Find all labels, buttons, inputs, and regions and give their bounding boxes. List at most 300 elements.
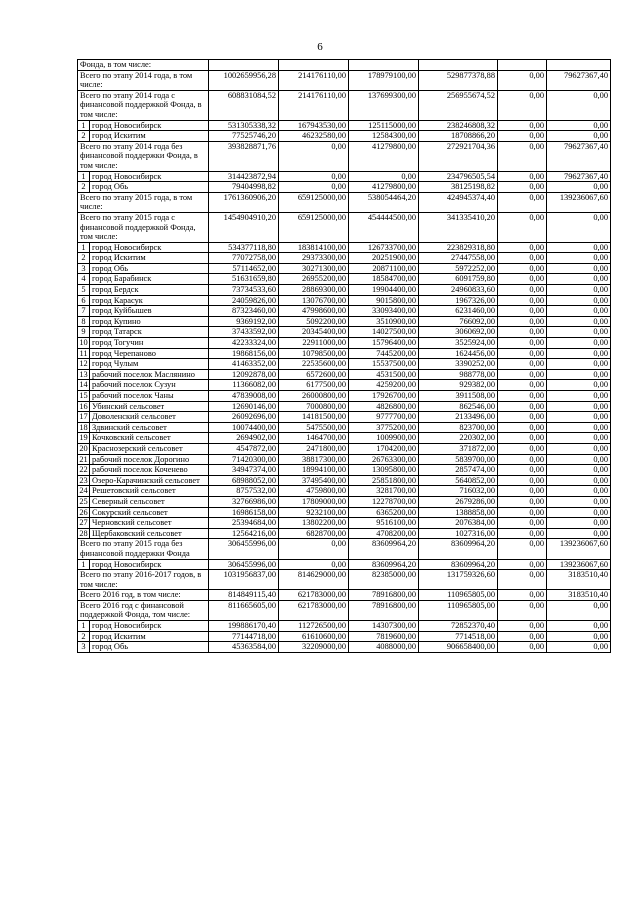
summary-row [78,70,611,90]
municipality-row [78,171,611,182]
amount-cell: 0,00 [547,401,611,412]
amount-cell: 0,00 [498,412,547,423]
amount-cell: 0,00 [498,518,547,529]
amount-cell: 0,00 [547,369,611,380]
municipality-row [78,263,611,274]
amount-cell: 0,00 [498,70,547,90]
amount-cell: 2694902,00 [209,433,279,444]
municipality-row [78,465,611,476]
amount-cell: 72852370,40 [419,621,498,632]
amount-cell: 0,00 [547,475,611,486]
row-number: 13 [79,369,88,379]
amount-cell: 12690146,00 [209,401,279,412]
amount-cell: 0,00 [547,338,611,349]
amount-cell: 12564216,00 [209,528,279,539]
amount-cell: 110965805,00 [419,600,498,620]
amount-cell: 167943530,00 [279,120,349,131]
amount-cell: 25851800,00 [349,475,419,486]
municipality-name: город Новосибирск [90,120,209,131]
row-label: Всего по этапу 2015 года без финансовой поддержки Фонда [78,539,209,559]
amount-cell: 1967326,00 [419,295,498,306]
amount-cell: 14181500,00 [279,412,349,423]
amount-cell: 3281700,00 [349,486,419,497]
amount-cell: 0,00 [547,600,611,620]
amount-cell: 0,00 [547,486,611,497]
amount-cell: 0,00 [498,443,547,454]
amount-cell: 41463352,00 [209,359,279,370]
amount-cell: 14027500,00 [349,327,419,338]
municipality-row [78,182,611,193]
amount-cell: 11366082,00 [209,380,279,391]
amount-cell: 0,00 [498,539,547,559]
amount-cell: 17926700,00 [349,391,419,402]
amount-cell: 0,00 [498,192,547,212]
amount-cell: 0,00 [547,359,611,370]
amount-cell: 137699300,00 [349,90,419,120]
amount-cell: 1464700,00 [279,433,349,444]
amount-cell: 29373300,00 [279,253,349,264]
amount-cell: 15796400,00 [349,338,419,349]
municipality-name: город Барабинск [90,274,209,285]
municipality-name: город Бердск [90,285,209,296]
municipality-row [78,631,611,642]
amount-cell: 814849115,40 [209,590,279,601]
amount-cell: 30271300,00 [279,263,349,274]
row-number: 14 [79,380,88,390]
summary-row [78,539,611,559]
amount-cell: 0,00 [547,263,611,274]
summary-row [78,60,611,71]
amount-cell: 0,00 [498,338,547,349]
amount-cell: 4708200,00 [349,528,419,539]
municipality-row [78,507,611,518]
amount-cell: 0,00 [547,306,611,317]
row-number: 24 [79,486,88,496]
amount-cell: 862546,00 [419,401,498,412]
amount-cell: 79627367,40 [547,141,611,171]
amount-cell: 37495400,00 [279,475,349,486]
amount-cell: 112726500,00 [279,621,349,632]
amount-cell: 424945374,40 [419,192,498,212]
municipality-row [78,621,611,632]
amount-cell: 0,00 [498,433,547,444]
amount-cell: 1704200,00 [349,443,419,454]
amount-cell: 0,00 [547,348,611,359]
amount-cell: 2471800,00 [279,443,349,454]
amount-cell: 5640852,00 [419,475,498,486]
amount-cell: 0,00 [547,465,611,476]
amount-cell: 5972252,00 [419,263,498,274]
row-label: Фонда, в том числе: [78,60,209,71]
municipality-name: рабочий поселок Коченево [90,465,209,476]
row-label: Всего по этапу 2014 года, в том числе: [78,70,209,90]
amount-cell: 0,00 [498,242,547,253]
municipality-row [78,433,611,444]
municipality-name: рабочий поселок Маслянино [90,369,209,380]
amount-cell: 0,00 [498,621,547,632]
row-number: 9 [78,327,90,338]
amount-cell: 13802200,00 [279,518,349,529]
amount-cell: 3183510,40 [547,570,611,590]
row-number: 2 [78,131,90,142]
amount-cell: 6572600,00 [279,369,349,380]
municipality-name: Краснозерский сельсовет [90,443,209,454]
municipality-name: Щербаковский сельсовет [90,528,209,539]
municipality-name: город Новосибирск [90,242,209,253]
row-number: 25 [79,496,88,506]
municipality-row [78,285,611,296]
amount-cell: 20251900,00 [349,253,419,264]
amount-cell: 531305338,32 [209,120,279,131]
amount-cell: 766092,00 [419,316,498,327]
amount-cell: 0,00 [547,454,611,465]
amount-cell: 83609964,20 [349,539,419,559]
amount-cell: 7819600,00 [349,631,419,642]
amount-cell: 0,00 [498,90,547,120]
municipality-row [78,120,611,131]
amount-cell: 199886170,40 [209,621,279,632]
amount-cell: 0,00 [279,182,349,193]
row-label: Всего 2016 год, в том числе: [78,590,209,601]
municipality-name: город Искитим [90,131,209,142]
amount-cell: 0,00 [498,465,547,476]
amount-cell: 24960833,60 [419,285,498,296]
amount-cell: 0,00 [498,212,547,242]
row-number: 4 [78,274,90,285]
municipality-name: город Купино [90,316,209,327]
row-label: Всего по этапу 2014 года с финансовой поддержкой Фонда, в том числе: [78,90,209,120]
amount-cell: 28869300,00 [279,285,349,296]
amount-cell: 139236067,60 [547,559,611,570]
municipality-name: город Новосибирск [90,171,209,182]
municipality-name: Озеро-Карачинский сельсовет [90,475,209,486]
amount-cell: 26763300,00 [349,454,419,465]
amount-cell: 83609964,20 [419,539,498,559]
municipality-name: город Куйбышев [90,306,209,317]
amount-cell: 12584300,00 [349,131,419,142]
row-number: 2 [78,631,90,642]
amount-cell: 18708866,20 [419,131,498,142]
row-label: Всего по этапу 2014 года без финансовой поддержки Фонда, в том числе: [78,141,209,171]
row-number: 23 [79,475,88,485]
amount-cell: 6091759,80 [419,274,498,285]
amount-cell: 1388858,00 [419,507,498,518]
amount-cell: 306455996,00 [209,559,279,570]
row-number: 3 [78,263,90,274]
amount-cell: 0,00 [498,316,547,327]
amount-cell: 0,00 [498,486,547,497]
amount-cell: 0,00 [547,316,611,327]
amount-cell: 534377118,80 [209,242,279,253]
municipality-name: город Тогучин [90,338,209,349]
municipality-name: Кочковский сельсовет [90,433,209,444]
municipality-name: Сокурский сельсовет [90,507,209,518]
summary-row [78,570,611,590]
amount-cell: 2679286,00 [419,496,498,507]
amount-cell: 10074400,00 [209,422,279,433]
amount-cell: 68988052,00 [209,475,279,486]
amount-cell: 4547872,00 [209,443,279,454]
municipality-row [78,242,611,253]
amount-cell: 10798500,00 [279,348,349,359]
municipality-name: город Искитим [90,253,209,264]
amount-cell: 0,00 [498,120,547,131]
amount-cell: 621783000,00 [279,600,349,620]
summary-row [78,192,611,212]
amount-cell: 32209000,00 [279,642,349,653]
municipality-name: Черновский сельсовет [90,518,209,529]
amount-cell: 0,00 [498,570,547,590]
row-number: 10 [79,338,88,348]
amount-cell: 77525746,20 [209,131,279,142]
municipality-row [78,443,611,454]
row-number: 6 [78,295,90,306]
amount-cell: 12092878,00 [209,369,279,380]
amount-cell: 79404998,82 [209,182,279,193]
amount-cell: 3911508,00 [419,391,498,402]
amount-cell: 0,00 [349,171,419,182]
amount-cell [419,60,498,71]
amount-cell: 0,00 [279,559,349,570]
amount-cell: 41279800,00 [349,141,419,171]
amount-cell: 1002659956,28 [209,70,279,90]
amount-cell [547,60,611,71]
amount-cell: 78916800,00 [349,590,419,601]
amount-cell: 0,00 [279,539,349,559]
municipality-row [78,348,611,359]
amount-cell: 0,00 [498,401,547,412]
municipality-name: рабочий поселок Чаны [90,391,209,402]
amount-cell: 272921704,36 [419,141,498,171]
amount-cell: 71420300,00 [209,454,279,465]
row-number: 1 [78,621,90,632]
row-number: 2 [78,182,90,193]
row-label: Всего 2016 год с финансовой поддержкой Фонда, том числе: [78,600,209,620]
municipality-row [78,274,611,285]
amount-cell: 14307300,00 [349,621,419,632]
amount-cell: 125115000,00 [349,120,419,131]
municipality-row [78,316,611,327]
row-number: 19 [79,433,88,443]
amount-cell: 17809000,00 [279,496,349,507]
amount-cell: 82385000,00 [349,570,419,590]
amount-cell: 1009900,00 [349,433,419,444]
amount-cell: 0,00 [498,454,547,465]
amount-cell [279,60,349,71]
municipality-row [78,496,611,507]
municipality-name: город Черепаново [90,348,209,359]
municipality-row [78,131,611,142]
amount-cell: 15537500,00 [349,359,419,370]
municipality-row [78,327,611,338]
amount-cell: 47998600,00 [279,306,349,317]
municipality-row [78,401,611,412]
amount-cell: 73734533,60 [209,285,279,296]
amount-cell: 5475500,00 [279,422,349,433]
amount-cell: 178979100,00 [349,70,419,90]
municipality-row [78,422,611,433]
amount-cell: 0,00 [498,359,547,370]
amount-cell: 0,00 [498,295,547,306]
amount-cell: 529877378,88 [419,70,498,90]
amount-cell: 1031956837,00 [209,570,279,590]
municipality-name: город Обь [90,182,209,193]
amount-cell: 823700,00 [419,422,498,433]
municipality-name: город Новосибирск [90,559,209,570]
amount-cell: 42233324,00 [209,338,279,349]
row-number: 7 [78,306,90,317]
amount-cell: 3525924,00 [419,338,498,349]
amount-cell: 51631659,80 [209,274,279,285]
amount-cell: 0,00 [547,621,611,632]
amount-cell: 0,00 [498,171,547,182]
row-number: 15 [79,391,88,400]
amount-cell: 659125000,00 [279,192,349,212]
municipality-row [78,642,611,653]
amount-cell: 0,00 [498,475,547,486]
amount-cell: 0,00 [547,182,611,193]
amount-cell: 234796505,54 [419,171,498,182]
amount-cell: 87323460,00 [209,306,279,317]
amount-cell: 83609964,20 [419,559,498,570]
amount-cell: 0,00 [547,327,611,338]
amount-cell: 1761360906,20 [209,192,279,212]
amount-cell: 371872,00 [419,443,498,454]
amount-cell: 126733700,00 [349,242,419,253]
amount-cell: 0,00 [547,631,611,642]
amount-cell: 131759326,60 [419,570,498,590]
amount-cell: 2076384,00 [419,518,498,529]
row-number: 17 [79,412,88,422]
amount-cell: 341335410,20 [419,212,498,242]
amount-cell: 20345400,00 [279,327,349,338]
amount-cell: 9777700,00 [349,412,419,423]
amount-cell: 214176110,00 [279,70,349,90]
row-label: Всего по этапу 2016-2017 годов, в том числе: [78,570,209,590]
amount-cell: 32766986,00 [209,496,279,507]
amount-cell: 0,00 [547,528,611,539]
row-number: 16 [79,401,88,411]
amount-cell: 5092200,00 [279,316,349,327]
amount-cell: 24059826,00 [209,295,279,306]
amount-cell: 0,00 [498,348,547,359]
municipality-row [78,454,611,465]
amount-cell: 0,00 [498,253,547,264]
amount-cell: 7000800,00 [279,401,349,412]
amount-cell: 6365200,00 [349,507,419,518]
row-number: 1 [78,559,90,570]
amount-cell: 45363584,00 [209,642,279,653]
amount-cell: 12278700,00 [349,496,419,507]
amount-cell: 38125198,82 [419,182,498,193]
amount-cell: 0,00 [498,391,547,402]
municipality-name: рабочий поселок Дорогино [90,454,209,465]
summary-row [78,590,611,601]
amount-cell: 988778,00 [419,369,498,380]
municipality-row [78,359,611,370]
amount-cell: 659125000,00 [279,212,349,242]
amount-cell: 608831084,52 [209,90,279,120]
amount-cell: 77144718,00 [209,631,279,642]
row-label: Всего по этапу 2015 года с финансовой поддержкой Фонда, том числе: [78,212,209,242]
amount-cell: 4259200,00 [349,380,419,391]
amount-cell: 0,00 [498,496,547,507]
amount-cell: 306455996,00 [209,539,279,559]
amount-cell: 538054464,20 [349,192,419,212]
amount-cell: 220302,00 [419,433,498,444]
amount-cell: 0,00 [498,263,547,274]
row-number: 1 [78,242,90,253]
amount-cell: 454444500,00 [349,212,419,242]
municipality-row [78,380,611,391]
amount-cell: 9369192,00 [209,316,279,327]
municipality-name: город Новосибирск [90,621,209,632]
amount-cell: 814629000,00 [279,570,349,590]
row-number: 12 [79,359,88,369]
budget-table [77,59,611,653]
amount-cell: 0,00 [498,327,547,338]
amount-cell: 13076700,00 [279,295,349,306]
amount-cell: 79627367,40 [547,70,611,90]
municipality-name: город Обь [90,642,209,653]
amount-cell: 0,00 [547,212,611,242]
row-number: 1 [78,120,90,131]
amount-cell: 4088000,00 [349,642,419,653]
amount-cell [498,60,547,71]
amount-cell: 46232580,00 [279,131,349,142]
amount-cell: 0,00 [498,369,547,380]
row-number: 18 [79,422,88,432]
amount-cell: 25394684,00 [209,518,279,529]
amount-cell: 3183510,40 [547,590,611,601]
municipality-row [78,486,611,497]
amount-cell: 1027316,00 [419,528,498,539]
table-body [78,60,611,653]
municipality-row [78,295,611,306]
amount-cell: 9015800,00 [349,295,419,306]
municipality-row [78,306,611,317]
amount-cell [349,60,419,71]
amount-cell: 0,00 [498,131,547,142]
amount-cell: 0,00 [547,90,611,120]
summary-row [78,141,611,171]
municipality-name: рабочий поселок Сузун [90,380,209,391]
amount-cell: 1454904910,20 [209,212,279,242]
amount-cell: 223829318,80 [419,242,498,253]
row-number: 1 [78,171,90,182]
row-number: 20 [79,443,88,453]
amount-cell: 0,00 [547,443,611,454]
amount-cell: 0,00 [498,380,547,391]
amount-cell: 2133496,00 [419,412,498,423]
amount-cell: 13095800,00 [349,465,419,476]
municipality-row [78,559,611,570]
amount-cell: 0,00 [547,285,611,296]
amount-cell: 0,00 [498,507,547,518]
amount-cell: 0,00 [547,242,611,253]
amount-cell: 621783000,00 [279,590,349,601]
row-number: 27 [79,518,88,528]
amount-cell: 6828700,00 [279,528,349,539]
amount-cell: 0,00 [279,171,349,182]
amount-cell: 3775200,00 [349,422,419,433]
amount-cell: 8757532,00 [209,486,279,497]
municipality-name: город Карасук [90,295,209,306]
amount-cell: 4826800,00 [349,401,419,412]
amount-cell: 0,00 [547,391,611,402]
amount-cell: 0,00 [498,600,547,620]
amount-cell: 37433592,00 [209,327,279,338]
